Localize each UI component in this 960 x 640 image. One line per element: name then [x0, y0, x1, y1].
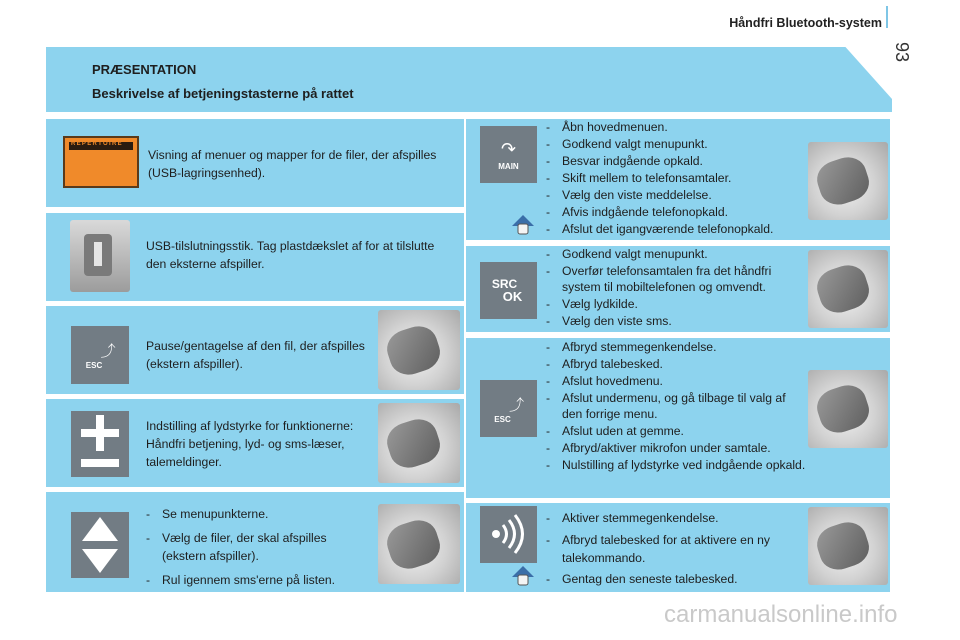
- list-item: - Vælg de filer, der skal afspilles (ekstern afspiller).: [146, 529, 371, 565]
- list-item: - Godkend valgt menupunkt.: [546, 136, 808, 153]
- list-item: - Vælg den viste meddelelse.: [546, 187, 808, 204]
- list-item: - Aktiver stemmegenkendelse.: [546, 509, 802, 527]
- usb-port-icon: [70, 220, 130, 292]
- src-ok-list: [546, 246, 808, 329]
- main-key: [480, 126, 537, 183]
- nav-hand-icon: [510, 214, 536, 236]
- ok-key-label: OK: [502, 289, 523, 304]
- voice-list: [546, 509, 802, 567]
- volume-description: Indstilling af lydstyrke for funktionerne: Håndfri betjening, lyd- og sms-læser, talemeldinger.: [146, 419, 354, 469]
- list-item: - Afbryd stemmegenkendelse.: [546, 339, 806, 355]
- steering-wheel-image: [378, 504, 460, 584]
- list-item: - Besvar indgående opkald.: [546, 153, 808, 170]
- esc-voice-list: [546, 339, 806, 473]
- list-item: - Godkend valgt menupunkt.: [546, 246, 808, 262]
- steering-wheel-image: [808, 507, 888, 585]
- watermark: carmanualsonline.info: [664, 601, 898, 628]
- list-item: - Afbryd talebesked for at aktivere en ny talekommando.: [546, 531, 802, 567]
- arrows-list: [146, 505, 371, 589]
- esc-key-label: ESC: [85, 361, 103, 370]
- list-item: - Afbryd/aktiver mikrofon under samtale.: [546, 440, 806, 456]
- esc-arrow-icon: ⤴: [100, 343, 116, 360]
- repertoire-display-label: REPERTOIRE: [71, 141, 123, 147]
- list-item: - Afslut uden at gemme.: [546, 423, 806, 439]
- list-item: - Vælg den viste sms.: [546, 313, 808, 329]
- steering-wheel-image: [378, 310, 460, 390]
- list-item: - Nulstilling af lydstyrke ved indgående opkald.: [546, 457, 806, 473]
- esc-key: [480, 380, 537, 437]
- section-banner: [46, 47, 892, 112]
- list-item: - Rul igennem sms'erne på listen.: [146, 571, 371, 589]
- steering-wheel-image: [378, 403, 460, 483]
- voice-command-icon: [480, 506, 537, 563]
- repertoire-display: [63, 136, 139, 188]
- esc-arrow-icon: ⤴: [508, 396, 524, 414]
- list-item: - Afslut det igangværende telefonopkald.: [546, 221, 808, 238]
- voice-extra-list: [546, 570, 802, 588]
- section-title: PRÆSENTATION: [92, 62, 197, 77]
- list-item: - Skift mellem to telefonsamtaler.: [546, 170, 808, 187]
- list-item: - Afvis indgående telefonopkald.: [546, 204, 808, 221]
- list-item: - Afslut hovedmenu.: [546, 373, 806, 389]
- src-key-label: SRC: [491, 277, 518, 291]
- up-down-arrows-icon: [71, 512, 129, 578]
- usb-description: USB-tilslutningsstik. Tag plastdækslet af for at tilslutte den eksterne afspiller.: [146, 239, 435, 271]
- list-item: - Overfør telefonsamtalen fra det håndfri system til mobiltelefonen og omvendt.: [546, 263, 808, 295]
- list-item: - Gentag den seneste talebesked.: [546, 570, 802, 588]
- steering-wheel-image: [808, 370, 888, 448]
- esc-key-label: ESC: [494, 414, 511, 424]
- list-item: - Se menupunkterne.: [146, 505, 371, 523]
- repertoire-description: Visning af menuer og mapper for de filer, der afspilles (USB-lagringsenhed).: [148, 148, 437, 180]
- esc-pause-description: Pause/gentagelse af den fil, der afspilles (ekstern afspiller).: [146, 339, 365, 371]
- plus-minus-icon: [71, 411, 129, 477]
- list-item: - Vælg lydkilde.: [546, 296, 808, 312]
- running-title: Håndfri Bluetooth-system: [729, 16, 882, 30]
- header-rule: [886, 6, 888, 28]
- esc-key: [71, 326, 129, 384]
- page-number: 93: [892, 42, 912, 63]
- nav-hand-icon: [510, 565, 536, 587]
- main-curve-icon: ↷: [500, 138, 517, 159]
- section-subtitle: Beskrivelse af betjeningstasterne på rattet: [92, 86, 354, 101]
- list-item: - Afbryd talebesked.: [546, 356, 806, 372]
- main-key-label: MAIN: [498, 161, 519, 171]
- steering-wheel-image: [808, 142, 888, 220]
- main-list: [546, 119, 808, 238]
- list-item: - Afslut undermenu, og gå tilbage til valg af den forrige menu.: [546, 390, 806, 422]
- src-ok-key: [480, 262, 537, 319]
- steering-wheel-image: [808, 250, 888, 328]
- list-item: - Åbn hovedmenuen.: [546, 119, 808, 136]
